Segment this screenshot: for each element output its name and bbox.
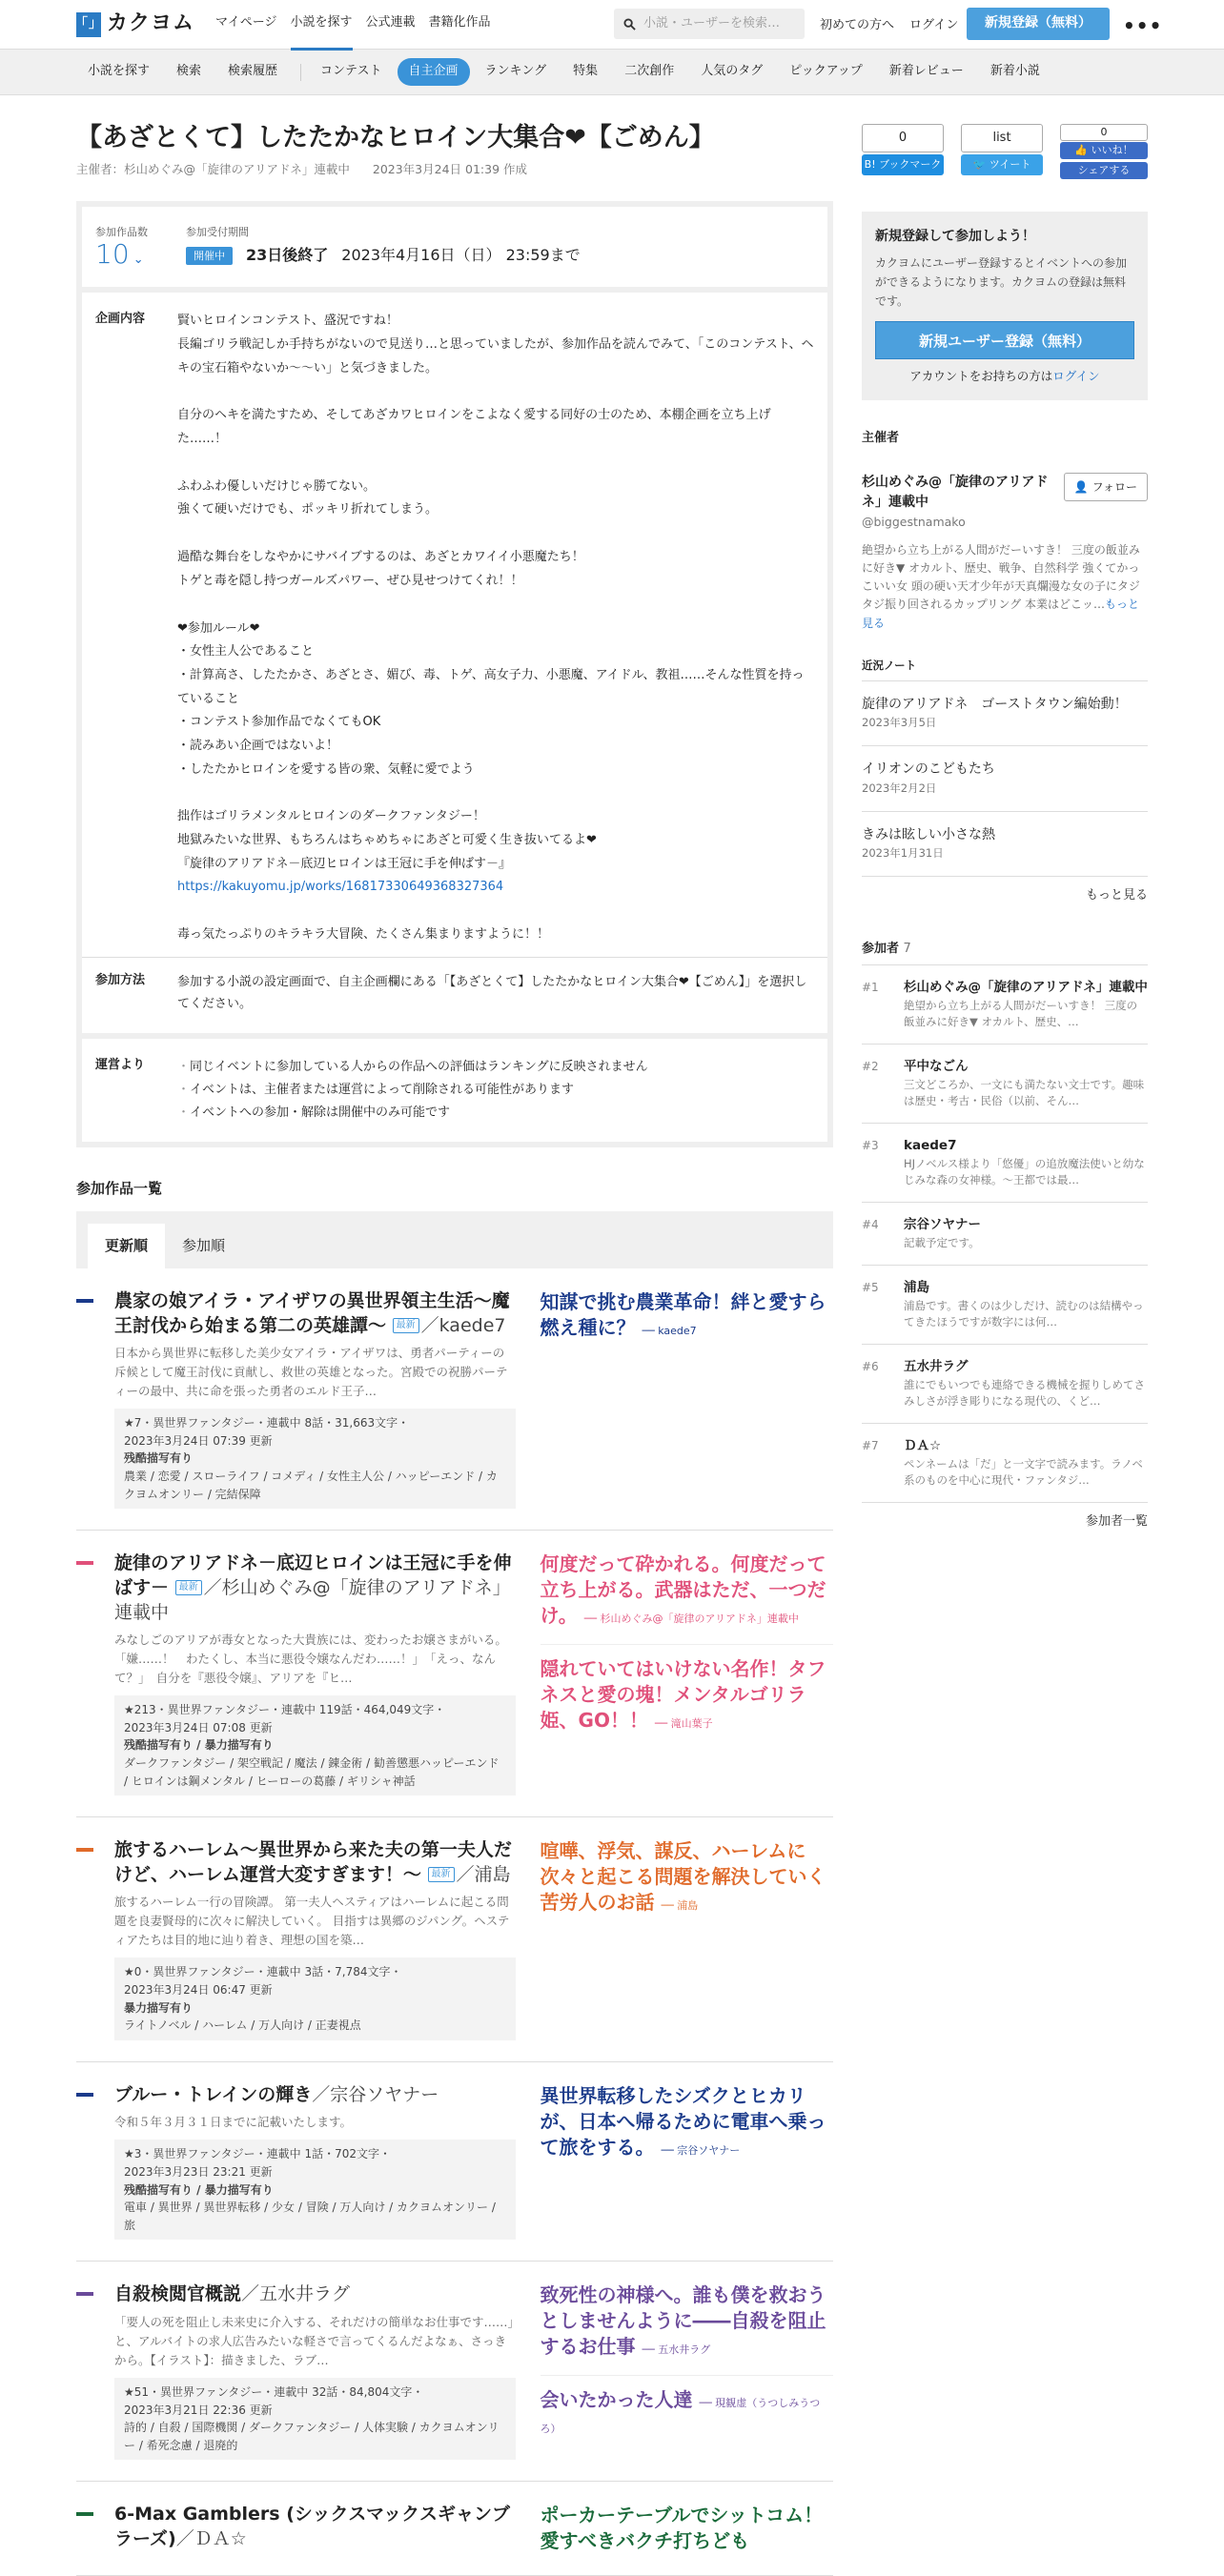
member-bio: ペンネームは「だ」と一文字で読みます。ラノベ系のものを中心に現代・ファンタジ…: [904, 1456, 1143, 1488]
review-author: ── 現観虚（うつしみうつろ）: [540, 2397, 821, 2436]
member-name: 平中なごん: [904, 1059, 969, 1075]
work-updated: 2023年3月24日 07:08 更新: [124, 1720, 273, 1734]
work-tags[interactable]: 農業 / 恋愛 / スローライフ / コメディ / 女性主人公 / ハッピーエンド / カクヨムオンリー / 完結保障: [124, 1470, 498, 1501]
work-stats: ★0・異世界ファンタジー・連載中 3話・7,784文字・: [124, 1965, 402, 1979]
member-bio: 絶望から立ち上がる人間がだーいすき！ 三度の飯並みに好き▼ オカルト、歴史、…: [904, 998, 1138, 1029]
subnav-user-event[interactable]: 自主企画: [398, 58, 470, 85]
event-info-box: [76, 201, 833, 1147]
search-placeholder: 小説・ユーザーを検索…: [643, 15, 781, 30]
event-title: 【あざとくて】したたかなヒロイン大集合❤【ごめん】: [76, 123, 715, 152]
status-badge: 開催中: [186, 247, 233, 265]
member-rank: #2: [862, 1060, 879, 1074]
subnav-divider: [300, 64, 301, 81]
member-item[interactable]: [862, 1424, 1148, 1503]
fb-count: 0: [1060, 124, 1148, 141]
search-icon: [623, 18, 636, 30]
work-catchphrase[interactable]: ポーカーテーブルでシットコム！ 愛すべきバクチ打ちども: [540, 2504, 843, 2553]
facebook-buttons: [1060, 124, 1148, 179]
method-text: 参加する小説の設定画面で、自主企画欄にある「【あざとくて】したたかなヒロイン大集合❤【ごめん】」を選択してください。: [177, 974, 807, 1012]
work-summary: 旅するハーレム一行の冒険譚。 第一夫人ヘスティアはハーレムに起こる問題を良妻賢母的に次々に解決していく。 目指すは異郷のジパング。ヘスティアたちは目的地に辿り着き、理想の国を築…: [114, 1895, 510, 1948]
event-description: [177, 310, 814, 946]
admin-note: ・ 同じイベントに参加している人からの作品への評価はランキングに反映されません: [177, 1056, 814, 1079]
works-heading: 参加作品一覧: [76, 1179, 163, 1197]
work-catchphrase[interactable]: 知謀で挑む農業革命！絆と愛すら燃え種に？: [540, 1289, 826, 1339]
note-item[interactable]: きみは眩しい小さな熱 2023年1月31日: [862, 812, 1148, 878]
event-meta: [76, 160, 833, 178]
hatena-bookmark-button[interactable]: [862, 124, 944, 175]
note-item[interactable]: イリオンのこどもたち 2023年2月2日: [862, 746, 1148, 812]
work-color-bar: [76, 2093, 93, 2097]
work-stats: ★51・異世界ファンタジー・連載中 32話・84,804文字・: [124, 2385, 424, 2400]
tweet-label: ツイート: [989, 158, 1031, 171]
members-heading: 参加者 7: [862, 940, 1148, 965]
member-rank: #1: [862, 981, 879, 995]
work-catchphrase[interactable]: 何度だって砕かれる。何度だって立ち上がる。武器はただ、一つだけ。: [540, 1552, 826, 1628]
subnav-tags[interactable]: 人気のタグ: [701, 64, 764, 79]
member-rank: #6: [862, 1360, 879, 1374]
work-color-bar: [76, 2512, 93, 2516]
work-info-box: [114, 2140, 516, 2240]
member-bio: 誰にでもいつでも連絡できる機械を握りしめてさみしさが浮き彫りになる現代の、くど…: [904, 1377, 1145, 1409]
subnav-ranking[interactable]: ランキング: [484, 64, 547, 79]
member-bio: 記載予定です。: [904, 1236, 980, 1250]
member-item[interactable]: [862, 1266, 1148, 1345]
member-item[interactable]: [862, 1345, 1148, 1424]
organizer-id: @biggestnamako: [862, 515, 966, 530]
new-badge: 最新: [175, 1580, 202, 1595]
subnav-search[interactable]: 検索: [176, 64, 202, 79]
hatena-label: B! ブックマーク: [862, 154, 944, 175]
work-title[interactable]: 自殺検閲官概説: [114, 2283, 242, 2305]
signup-button[interactable]: 新規ユーザー登録（無料）: [875, 321, 1134, 359]
catch-author: ── 宗谷ソヤナー: [661, 2143, 741, 2157]
work-updated: 2023年3月23日 23:21 更新: [124, 2165, 273, 2179]
works-tabs: [76, 1211, 833, 1268]
global-header: [0, 0, 1224, 50]
follow-label: フォロー: [1091, 480, 1137, 495]
work-info-box: [114, 1409, 516, 1509]
logo-mark: 「」: [76, 12, 101, 37]
admin-note: ・ イベントは、主催者または運営によって削除される可能性があります: [177, 1079, 814, 1102]
sidebar-login-link[interactable]: ログイン: [1052, 368, 1100, 383]
top-nav: [215, 0, 491, 51]
join-title: 新規登録して参加しよう！: [875, 229, 1035, 244]
subnav-find[interactable]: 小説を探す: [88, 64, 151, 79]
work-color-bar: [76, 2292, 93, 2296]
member-name: 宗谷ソヤナー: [904, 1217, 981, 1233]
method-label: 参加方法: [95, 972, 146, 987]
work-author[interactable]: ／浦島: [456, 1863, 511, 1885]
work-info-box: [114, 1695, 516, 1795]
work-warning: 残酷描写有り / 暴力描写有り: [124, 2182, 274, 2197]
work-catchphrase[interactable]: 異世界転移したシズクとヒカリが、日本へ帰るために電車へ乗って旅をする。: [540, 2083, 826, 2159]
more-menu-icon[interactable]: •••: [1123, 14, 1163, 37]
work-tags[interactable]: 詩的 / 自殺 / 国際機関 / ダークファンタジー / 人体実験 / カクヨムオンリー / 希死念慮 / 退廃的: [124, 2421, 500, 2452]
deadline: 2023年4月16日（日） 23:59まで: [341, 246, 581, 265]
organizer-card: [862, 473, 1148, 531]
register-button[interactable]: 新規登録（無料）: [967, 8, 1110, 40]
site-logo[interactable]: [76, 8, 194, 40]
subnav-new-reviews[interactable]: 新着レビュー: [888, 64, 964, 79]
work-stats: ★3・異世界ファンタジー・連載中 1話・702文字・: [124, 2147, 392, 2161]
count-label: 参加作品数: [95, 226, 148, 239]
organizer-name[interactable]: 杉山めぐみ@「旋律のアリアドネ」連載中: [862, 475, 1049, 511]
nav-official[interactable]: 公式連載: [365, 14, 416, 30]
tab-updated[interactable]: 更新順: [88, 1224, 165, 1268]
twitter-icon: 🐦: [972, 158, 987, 171]
work-color-bar: [76, 1561, 93, 1565]
work-warning: 暴力描写有り: [124, 2000, 194, 2015]
nav-mypage[interactable]: マイページ: [215, 14, 277, 30]
work-item: [76, 2482, 843, 2576]
member-bio: 三文どころか、一文にも満たない文士です。趣味は歴史・考古・民俗（以前、そん…: [904, 1077, 1145, 1108]
work-title[interactable]: 農家の娘アイラ・アイザワの異世界領主生活〜魔王討伐から始まる第二の英雄譚〜: [114, 1289, 510, 1336]
work-item: [76, 2062, 833, 2262]
organizer-meta[interactable]: 主催者：杉山めぐみ@「旋律のアリアドネ」連載中: [76, 161, 350, 176]
login-prompt: アカウントをお持ちの方は: [909, 368, 1053, 383]
work-item: [76, 1268, 833, 1531]
work-warning: 残酷描写有り / 暴力描写有り: [124, 1738, 274, 1753]
catch-author: ── 杉山めぐみ@「旋律のアリアドネ」連載中: [583, 1613, 799, 1626]
work-item: [76, 2262, 833, 2482]
review-catchphrase[interactable]: 隠れていてはいけない名作！タフネスと愛の塊！メンタルゴリラ姫、GO！！: [540, 1657, 826, 1733]
desc-para: 自分のヘキを満たすため、そしてあざカワヒロインをこよなく愛する同好の士のため、本棚企画を立ち上げた……！: [177, 408, 771, 447]
admin-label: 運営より: [95, 1057, 146, 1072]
member-item[interactable]: [862, 1203, 1148, 1266]
work-color-bar: [76, 1848, 93, 1852]
member-rank: #4: [862, 1218, 879, 1232]
note-item[interactable]: 旋律のアリアドネ ゴーストタウン編始動！ 2023年3月5日: [862, 681, 1148, 747]
work-summary: 「要人の死を阻止し未来史に介入する、それだけの簡単なお仕事です……」と、アルバイトの求人広告みたいな軽さで言ってくるんだよなぁ、さっきから。【イラスト】：描きました、ラブ…: [114, 2315, 514, 2368]
subnav-pickup[interactable]: ピックアップ: [789, 64, 863, 79]
work-link[interactable]: https://kakuyomu.jp/works/16817330649368327364: [177, 880, 504, 895]
work-tags[interactable]: ライトノベル / ハーレム / 万人向け / 正妻視点: [124, 2018, 361, 2033]
sub-nav: [0, 50, 1224, 95]
work-title[interactable]: 旅するハーレム〜異世界から来た夫の第一夫人だけど、ハーレム運営大変すぎます！〜: [114, 1839, 512, 1885]
work-color-bar: [76, 1299, 93, 1303]
work-item: [76, 1531, 833, 1817]
entry-count[interactable]: 10 ⌄: [95, 238, 144, 271]
fb-share[interactable]: シェアする: [1060, 162, 1148, 179]
work-author[interactable]: ／五水井ラグ: [241, 2283, 351, 2305]
catch-author: ── 浦島: [661, 1899, 699, 1913]
period-label: 参加受付期間: [186, 226, 249, 239]
member-rank: #7: [862, 1439, 879, 1453]
content-label: 企画内容: [95, 312, 146, 327]
review-author: ── 滝山葉子: [654, 1717, 713, 1731]
admin-note: ・ イベントへの参加・解除は開催中のみ可能です: [177, 1102, 814, 1125]
member-name: ＤＡ☆: [904, 1438, 942, 1454]
notes-heading: 近況ノート: [862, 658, 1148, 681]
remaining-days: 23日後終了: [246, 246, 329, 265]
work-author[interactable]: ／ＤＡ☆: [175, 2528, 247, 2550]
work-title[interactable]: 6-Max Gamblers (シックスマックスギャンブラーズ): [114, 2504, 510, 2550]
new-badge: 最新: [393, 1318, 419, 1333]
member-item[interactable]: [862, 965, 1148, 1045]
work-info-box: [114, 2378, 516, 2460]
desc-para: 毒っ気たっぷりのキラキラ大冒険、たくさん集まりますように！！: [177, 927, 550, 943]
subnav-history[interactable]: 検索履歴: [228, 64, 278, 79]
work-title[interactable]: 旋律のアリアドネ－底辺ヒロインは王冠に手を伸ばす－: [114, 1552, 512, 1598]
work-author[interactable]: ／宗谷ソヤナー: [312, 2083, 439, 2105]
work-catchphrase[interactable]: 喧嘩、浮気、謀反、ハーレムに次々と起こる問題を解決していく苦労人のお話: [540, 1839, 826, 1915]
logo-text: カクヨム: [107, 11, 195, 36]
catch-author: ── 五水井ラグ: [642, 2343, 711, 2357]
sidebar: [862, 114, 1148, 1532]
tab-joined[interactable]: 参加順: [182, 1236, 226, 1254]
share-buttons: [862, 124, 1148, 179]
search-input[interactable]: [614, 9, 805, 39]
member-item[interactable]: [862, 1124, 1148, 1203]
notes-more-link[interactable]: もっと見る: [1085, 888, 1148, 903]
desc-para: ふわふわ優しいだけじゃ勝てない。 強くて硬いだけでも、ポッキリ折れてしまう。: [177, 478, 439, 517]
organizer-heading: 主催者: [862, 431, 900, 446]
chevron-down-icon: ⌄: [133, 253, 144, 268]
work-updated: 2023年3月24日 07:39 更新: [124, 1433, 273, 1448]
fb-like-icon: 👍: [1074, 144, 1089, 156]
member-name: 浦島: [904, 1280, 929, 1296]
member-name: 杉山めぐみ@「旋律のアリアドネ」連載中: [904, 980, 1148, 996]
admin-notes: [177, 1056, 814, 1125]
works-list: [76, 1268, 843, 2576]
work-summary: みなしごのアリアが毒女となった大貴族には、変わったお嬢さまがいる。「嫌……！ わたくし、本当に悪役令嬢なんだわ……！」 「えっ、なんて？」 自分を『悪役令嬢』、アリアを『ヒ…: [114, 1633, 507, 1686]
user-plus-icon: 👤: [1073, 480, 1089, 495]
member-name: 五水井ラグ: [904, 1359, 969, 1375]
organizer-description: 絶望から立ち上がる人間がだーいすき！ 三度の飯並みに好き▼ オカルト、歴史、戦争、自然科学 強くてかっこいい女 頭の硬い天才少年が天真爛漫な女の子にタジタジ振り回されるカップリング 本業はどこッ…もっと見る: [862, 542, 1140, 630]
desc-para: 拙作はゴリラメンタルヒロインのダークファンタジー！ 地獄みたいな世界、もちろんはちゃめちゃにあざと可愛く生き抜いてるよ❤ 『旋律のアリアドネ－底辺ヒロインは王冠に手を伸ばす－』: [177, 809, 597, 871]
member-rank: #5: [862, 1281, 879, 1295]
subnav-contest[interactable]: コンテスト: [320, 64, 382, 79]
work-updated: 2023年3月21日 22:36 更新: [124, 2403, 273, 2417]
work-summary: 令和５年３月３１日までに記載いたします。: [114, 2115, 353, 2130]
hatena-count: 0: [862, 124, 944, 152]
work-stats: ★213・異世界ファンタジー・連載中 119話・464,049文字・: [124, 1703, 446, 1717]
work-updated: 2023年3月24日 06:47 更新: [124, 1982, 273, 1997]
members-count: 7: [903, 942, 911, 957]
join-text: カクヨムにユーザー登録するとイベントへの参加ができるようになります。カクヨムの登録は無料です。: [875, 255, 1128, 309]
main-column: [76, 114, 843, 2576]
organizer-more-link[interactable]: もっと見る: [862, 598, 1139, 630]
work-stats: ★7・異世界ファンタジー・連載中 8話・31,663文字・: [124, 1416, 410, 1430]
desc-rules: ❤参加ルール❤ ・女性主人公であること ・計算高さ、したたかさ、あざとさ、媚び、毒、トゲ、高女子力、小悪魔、アイドル、教祖……そんな性質を持っていること ・コンテスト参加作品でなくてもOK ・読みあい企画ではないよ！ ・したたかヒロインを愛する皆の衆、気軽に愛でよう: [177, 620, 805, 777]
work-summary: 日本から異世界に転移した美少女アイラ・アイザワは、勇者パーティーの斥候として魔王討伐に貢献し、救世の英雄となった。宮殿での祝勝パーティーの最中、共に命を張った勇者のエルド王子…: [114, 1346, 508, 1399]
work-tags[interactable]: ダークファンタジー / 架空戦記 / 魔法 / 錬金術 / 勧善懲悪ハッピーエンド / ヒロインは鋼メンタル / ヒーローの葛藤 / ギリシャ神話: [124, 1755, 500, 1788]
join-panel: [862, 212, 1148, 400]
new-badge: 最新: [428, 1867, 455, 1882]
tweet-button[interactable]: [961, 124, 1043, 175]
work-author[interactable]: ／kaede7: [420, 1314, 506, 1336]
work-warning: 残酷描写有り: [124, 1451, 194, 1466]
nav-books[interactable]: 書籍化作品: [428, 14, 491, 30]
member-bio: HJノベルス様より「悠優」の追放魔法使いと幼なじみな森の女神様。〜王都では最…: [904, 1156, 1145, 1187]
member-rank: #3: [862, 1139, 879, 1153]
fb-like: いいね！: [1091, 144, 1133, 156]
follow-button[interactable]: [1064, 473, 1148, 501]
login-link[interactable]: ログイン: [909, 18, 959, 32]
subnav-new-novels[interactable]: 新着小説: [989, 64, 1040, 79]
nav-find-novels[interactable]: 小説を探す: [291, 0, 353, 51]
work-title[interactable]: ブルー・トレインの輝き: [114, 2083, 313, 2105]
subnav-feature[interactable]: 特集: [573, 64, 599, 79]
members-list: [862, 965, 1148, 1503]
desc-para: 過酷な舞台をしなやかにサバイブするのは、あざとカワイイ小悪魔たち！ トゲと毒を隠し持つガールズパワー、ぜひ見せつけてくれ！！: [177, 550, 584, 588]
tweet-count: list: [961, 124, 1043, 152]
member-item[interactable]: [862, 1045, 1148, 1124]
work-catchphrase[interactable]: 致死性の神様へ。誰も僕を救おうとしませんように――自殺を阻止するお仕事: [540, 2283, 826, 2359]
work-info-box: [114, 1957, 516, 2039]
created-date: 2023年3月24日 01:39 作成: [372, 161, 528, 176]
work-tags[interactable]: 電車 / 異世界 / 異世界転移 / 少女 / 冒険 / 万人向け / カクヨムオンリー / 旅: [124, 2201, 496, 2232]
catch-author: ── kaede7: [642, 1324, 697, 1337]
subnav-fanfic[interactable]: 二次創作: [624, 64, 675, 79]
member-name: kaede7: [904, 1138, 957, 1154]
review-catchphrase[interactable]: 会いたかった人達: [540, 2388, 693, 2412]
work-item: [76, 1817, 833, 2062]
member-bio: 浦島です。書くのは少しだけ、読むのは結構やってきたほうですが数字には何…: [904, 1298, 1144, 1329]
work-author[interactable]: ／杉山めぐみ@「旋律のアリアドネ」連載中: [114, 1576, 511, 1623]
desc-para: 賢いヒロインコンテスト、盛況ですね！ 長編ゴリラ戦記しか手持ちがないので見送り…と思っていましたが、参加作品を読んでみて、「このコンテスト、ヘキの宝石箱やないか〜〜い」と気づきました。: [177, 314, 814, 375]
first-time-link[interactable]: 初めての方へ: [820, 18, 895, 32]
members-more-link[interactable]: 参加者一覧: [1085, 1514, 1148, 1530]
